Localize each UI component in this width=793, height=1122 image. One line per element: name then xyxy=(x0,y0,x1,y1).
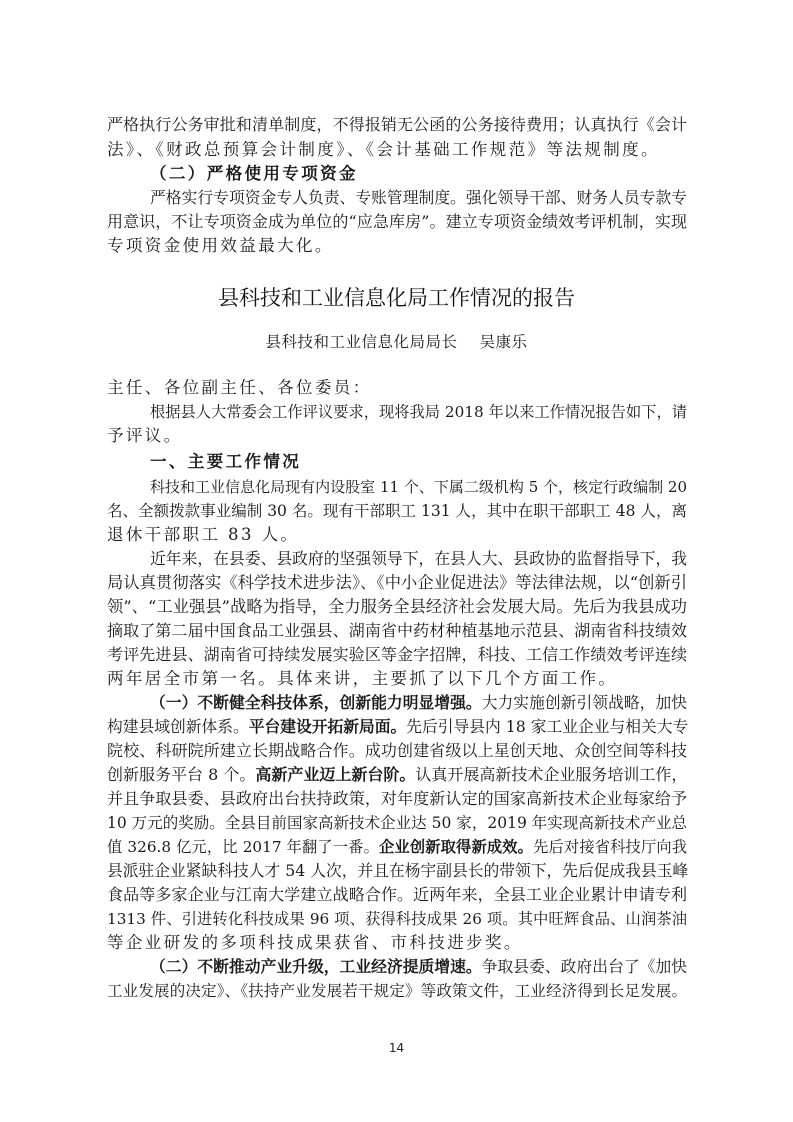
body-line xyxy=(107,835,687,859)
body-line: 等企业研发的多项科技成果获省、市科技进步奖。 xyxy=(107,933,523,952)
text-run: 先后对接省科技厅向我 xyxy=(533,838,688,856)
body-line: 10 万元的奖励。全县目前国家高新技术企业达 50 家，2019 年实现高新技术产业总 xyxy=(107,814,687,832)
section-subheading: （二）严格使用专项资金 xyxy=(150,164,358,183)
body-line: 专项资金使用效益最大化。 xyxy=(107,236,334,255)
text-run: 先后引导县内 18 家工业企业与相关大专 xyxy=(406,717,689,736)
body-line: 县派驻企业紧缺科技人才 54 人次，并且在杨宇副县长的带领下，先后促成我县玉峰 xyxy=(107,861,689,880)
body-line xyxy=(107,763,687,787)
bold-lead: （二）不断推动产业升级，工业经济提质增速。 xyxy=(150,957,482,976)
body-line xyxy=(150,691,687,715)
author-name: 吴康乐 xyxy=(479,333,528,351)
body-line: 近年来，在县委、县政府的坚强领导下，在县人大、县政协的监督指导下，我 xyxy=(150,549,687,568)
body-line: 摘取了第二届中国食品工业强县、湖南省中药材种植基地示范县、湖南省科技绩效 xyxy=(107,621,687,640)
author-role: 县科技和工业信息化局局长 xyxy=(265,333,458,351)
body-line xyxy=(150,955,687,979)
text-run: 争取县委、政府出台了《加快 xyxy=(481,957,687,976)
report-title: 县科技和工业信息化局工作情况的报告 xyxy=(218,286,575,310)
bold-lead: 高新产业迈上新台阶。 xyxy=(255,765,416,784)
bold-lead: （一）不断健全科技体系，创新能力明显增强。 xyxy=(150,693,482,712)
body-line: 工业发展的决定》、《扶持产业发展若干规定》等政策文件，工业经济得到长足发展。 xyxy=(107,982,687,1000)
body-line: 领”、“工业强县”战略为指导，全力服务全县经济社会发展大局。先后为我县成功 xyxy=(107,597,687,616)
body-line: 科技和工业信息化局现有内设股室 11 个、下属二级机构 5 个，核定行政编制 20 xyxy=(150,478,687,496)
body-line: 食品等多家企业与江南大学建立战略合作。近两年来，全县工业企业累计申请专利 xyxy=(107,885,687,904)
bold-lead: 企业创新取得新成效。 xyxy=(379,838,534,856)
body-line: 院校、科研院所建立长期战略合作。成功创建省级以上星创天地、众创空间等科技 xyxy=(107,741,687,760)
text-run: 值 326.8 亿元，比 2017 年翻了一番。 xyxy=(107,838,379,856)
bold-lead: 平台建设开拓新局面。 xyxy=(248,717,407,736)
salutation: 主任、各位副主任、各位委员： xyxy=(107,378,372,397)
body-line: 两年居全市第一名。具体来讲，主要抓了以下几个方面工作。 xyxy=(107,669,618,688)
body-line: 根据县人大常委会工作评议要求，现将我局 2018 年以来工作情况报告如下，请 xyxy=(150,403,687,421)
section-heading: 一、主要工作情况 xyxy=(150,452,302,471)
body-line: 严格执行公务审批和清单制度，不得报销无公函的公务接待费用；认真执行《会计 xyxy=(107,115,687,134)
text-run: 大力实施创新引领战略，加快 xyxy=(481,693,687,712)
body-line: 1313 件、引进转化科技成果 96 项、获得科技成果 26 项。其中旺辉食品、山润茶油 xyxy=(107,910,687,928)
body-line: 用意识，不让专项资金成为单位的“应急库房”。建立专项资金绩效考评机制，实现 xyxy=(107,212,687,231)
body-line xyxy=(107,715,687,739)
body-line: 严格实行专项资金专人负责、专账管理制度。强化领导干部、财务人员专款专 xyxy=(150,188,687,207)
body-line: 法》、《财政总预算会计制度》、《会计基础工作规范》等法规制度。 xyxy=(107,140,660,159)
text-run: 创新服务平台 8 个。 xyxy=(107,765,256,784)
report-author xyxy=(0,330,793,352)
text-run: 认真开展高新技术企业服务培训工作， xyxy=(415,765,688,784)
page-number: 14 xyxy=(388,1041,405,1055)
text-run: 构建县域创新体系。 xyxy=(107,717,249,736)
body-line: 考评先进县、湖南省可持续发展实验区等金字招牌，科技、工信工作绩效考评连续 xyxy=(107,645,687,664)
body-line: 予评议。 xyxy=(107,426,183,445)
body-line: 名、全额拨款事业编制 30 名。现有干部职工 131 人，其中在职干部职工 48 人，离 xyxy=(107,502,687,520)
body-line: 退休干部职工 83 人。 xyxy=(107,525,300,544)
body-line: 局认真贯彻落实《科学技术进步法》、《中小企业促进法》等法律法规，以“创新引 xyxy=(107,573,687,592)
body-line: 并且争取县委、县政府出台扶持政策，对年度新认定的国家高新技术企业每家给予 xyxy=(107,789,687,808)
